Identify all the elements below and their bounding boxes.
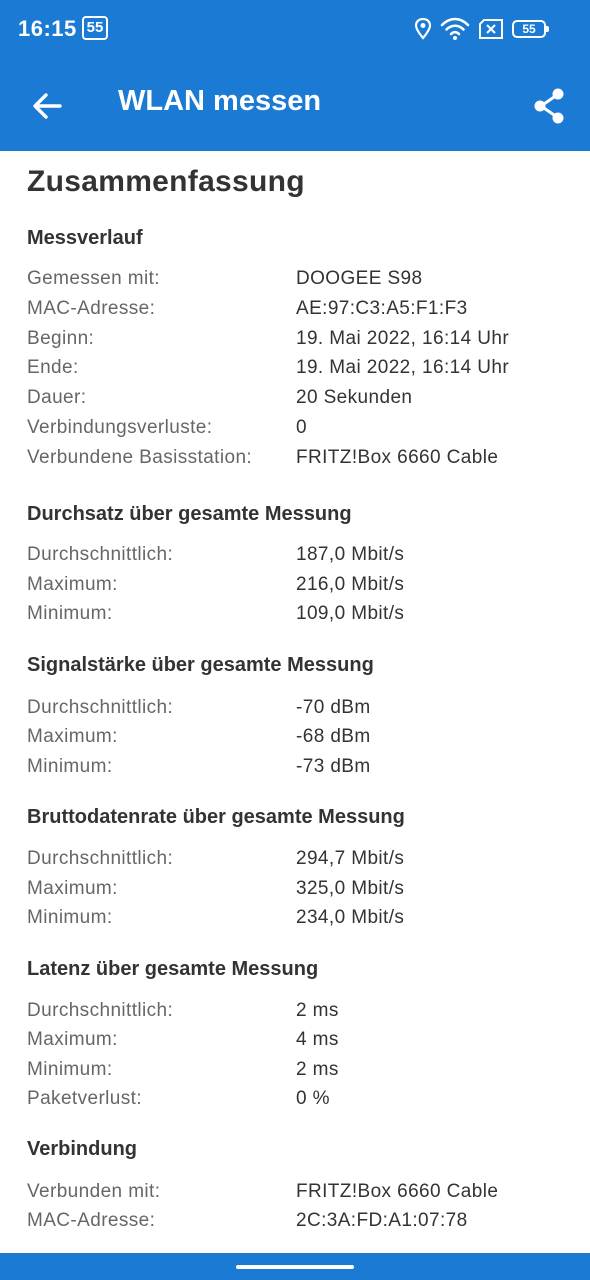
info-row	[27, 848, 567, 878]
info-row	[27, 298, 567, 328]
row-value: 325,0 Mbit/s	[296, 878, 405, 899]
row-value: -70 dBm	[296, 697, 371, 718]
section-title-messverlauf: Messverlauf	[27, 227, 143, 249]
info-row	[27, 1000, 567, 1030]
row-value: 0	[296, 417, 307, 438]
info-row	[27, 603, 567, 633]
info-row	[27, 1210, 567, 1240]
arrow-left-icon[interactable]	[30, 89, 64, 123]
row-value: 234,0 Mbit/s	[296, 907, 405, 928]
info-row	[27, 756, 567, 786]
row-label: Gemessen mit:	[27, 268, 160, 289]
row-value: 187,0 Mbit/s	[296, 544, 405, 565]
navigation-bar	[0, 1253, 590, 1280]
info-row	[27, 1029, 567, 1059]
row-value: 2 ms	[296, 1000, 339, 1021]
info-row	[27, 544, 567, 574]
info-row	[27, 726, 567, 756]
row-label: Maximum:	[27, 1029, 118, 1050]
info-row	[27, 447, 567, 477]
status-time: 16:15	[18, 16, 77, 41]
battery-icon: 55	[512, 20, 546, 38]
row-value: 20 Sekunden	[296, 387, 413, 408]
row-value: 109,0 Mbit/s	[296, 603, 405, 624]
row-label: Maximum:	[27, 878, 118, 899]
info-row	[27, 387, 567, 417]
row-label: MAC-Adresse:	[27, 298, 156, 319]
section-title-signal: Signalstärke über gesamte Messung	[27, 654, 374, 676]
no-sim-icon	[478, 19, 504, 39]
row-value: 2C:3A:FD:A1:07:78	[296, 1210, 468, 1231]
row-label: Verbundene Basisstation:	[27, 447, 253, 468]
row-label: Minimum:	[27, 603, 113, 624]
info-row	[27, 1181, 567, 1211]
row-label: Maximum:	[27, 726, 118, 747]
row-value: 216,0 Mbit/s	[296, 574, 405, 595]
row-value: FRITZ!Box 6660 Cable	[296, 447, 499, 468]
info-row	[27, 357, 567, 387]
row-value: 2 ms	[296, 1059, 339, 1080]
notification-badge: 55	[82, 16, 108, 40]
section-title-durchsatz: Durchsatz über gesamte Messung	[27, 503, 352, 525]
info-row	[27, 1088, 567, 1118]
info-row	[27, 1059, 567, 1089]
row-label: MAC-Adresse:	[27, 1210, 156, 1231]
info-row	[27, 417, 567, 447]
info-row	[27, 907, 567, 937]
info-row	[27, 574, 567, 604]
home-gesture-handle[interactable]	[236, 1265, 354, 1269]
row-value: 0 %	[296, 1088, 330, 1109]
row-label: Paketverlust:	[27, 1088, 143, 1109]
row-value: DOOGEE S98	[296, 268, 423, 289]
row-value: AE:97:C3:A5:F1:F3	[296, 298, 468, 319]
page-title: WLAN messen	[118, 85, 322, 117]
row-label: Verbindungsverluste:	[27, 417, 213, 438]
section-title-verbindung: Verbindung	[27, 1138, 137, 1160]
info-row	[27, 878, 567, 908]
status-bar	[0, 0, 590, 62]
info-row	[27, 328, 567, 358]
wifi-icon	[440, 17, 470, 41]
row-label: Dauer:	[27, 387, 87, 408]
row-label: Durchschnittlich:	[27, 848, 174, 869]
row-label: Beginn:	[27, 328, 95, 349]
row-value: 4 ms	[296, 1029, 339, 1050]
row-label: Minimum:	[27, 907, 113, 928]
row-value: -73 dBm	[296, 756, 371, 777]
info-row	[27, 268, 567, 298]
section-title-brutto: Bruttodatenrate über gesamte Messung	[27, 806, 405, 828]
info-row	[27, 697, 567, 727]
row-value: 19. Mai 2022, 16:14 Uhr	[296, 357, 510, 378]
row-label: Minimum:	[27, 1059, 113, 1080]
row-label: Durchschnittlich:	[27, 697, 174, 718]
row-label: Durchschnittlich:	[27, 1000, 174, 1021]
row-label: Durchschnittlich:	[27, 544, 174, 565]
share-icon[interactable]	[532, 87, 566, 125]
location-icon	[414, 17, 432, 41]
summary-heading: Zusammenfassung	[27, 165, 305, 198]
status-icons	[414, 17, 546, 41]
section-title-latenz: Latenz über gesamte Messung	[27, 958, 319, 980]
app-bar	[0, 62, 590, 151]
row-value: -68 dBm	[296, 726, 371, 747]
row-value: FRITZ!Box 6660 Cable	[296, 1181, 499, 1202]
row-label: Verbunden mit:	[27, 1181, 161, 1202]
row-label: Minimum:	[27, 756, 113, 777]
row-label: Maximum:	[27, 574, 118, 595]
row-value: 294,7 Mbit/s	[296, 848, 405, 869]
row-label: Ende:	[27, 357, 79, 378]
row-value: 19. Mai 2022, 16:14 Uhr	[296, 328, 510, 349]
